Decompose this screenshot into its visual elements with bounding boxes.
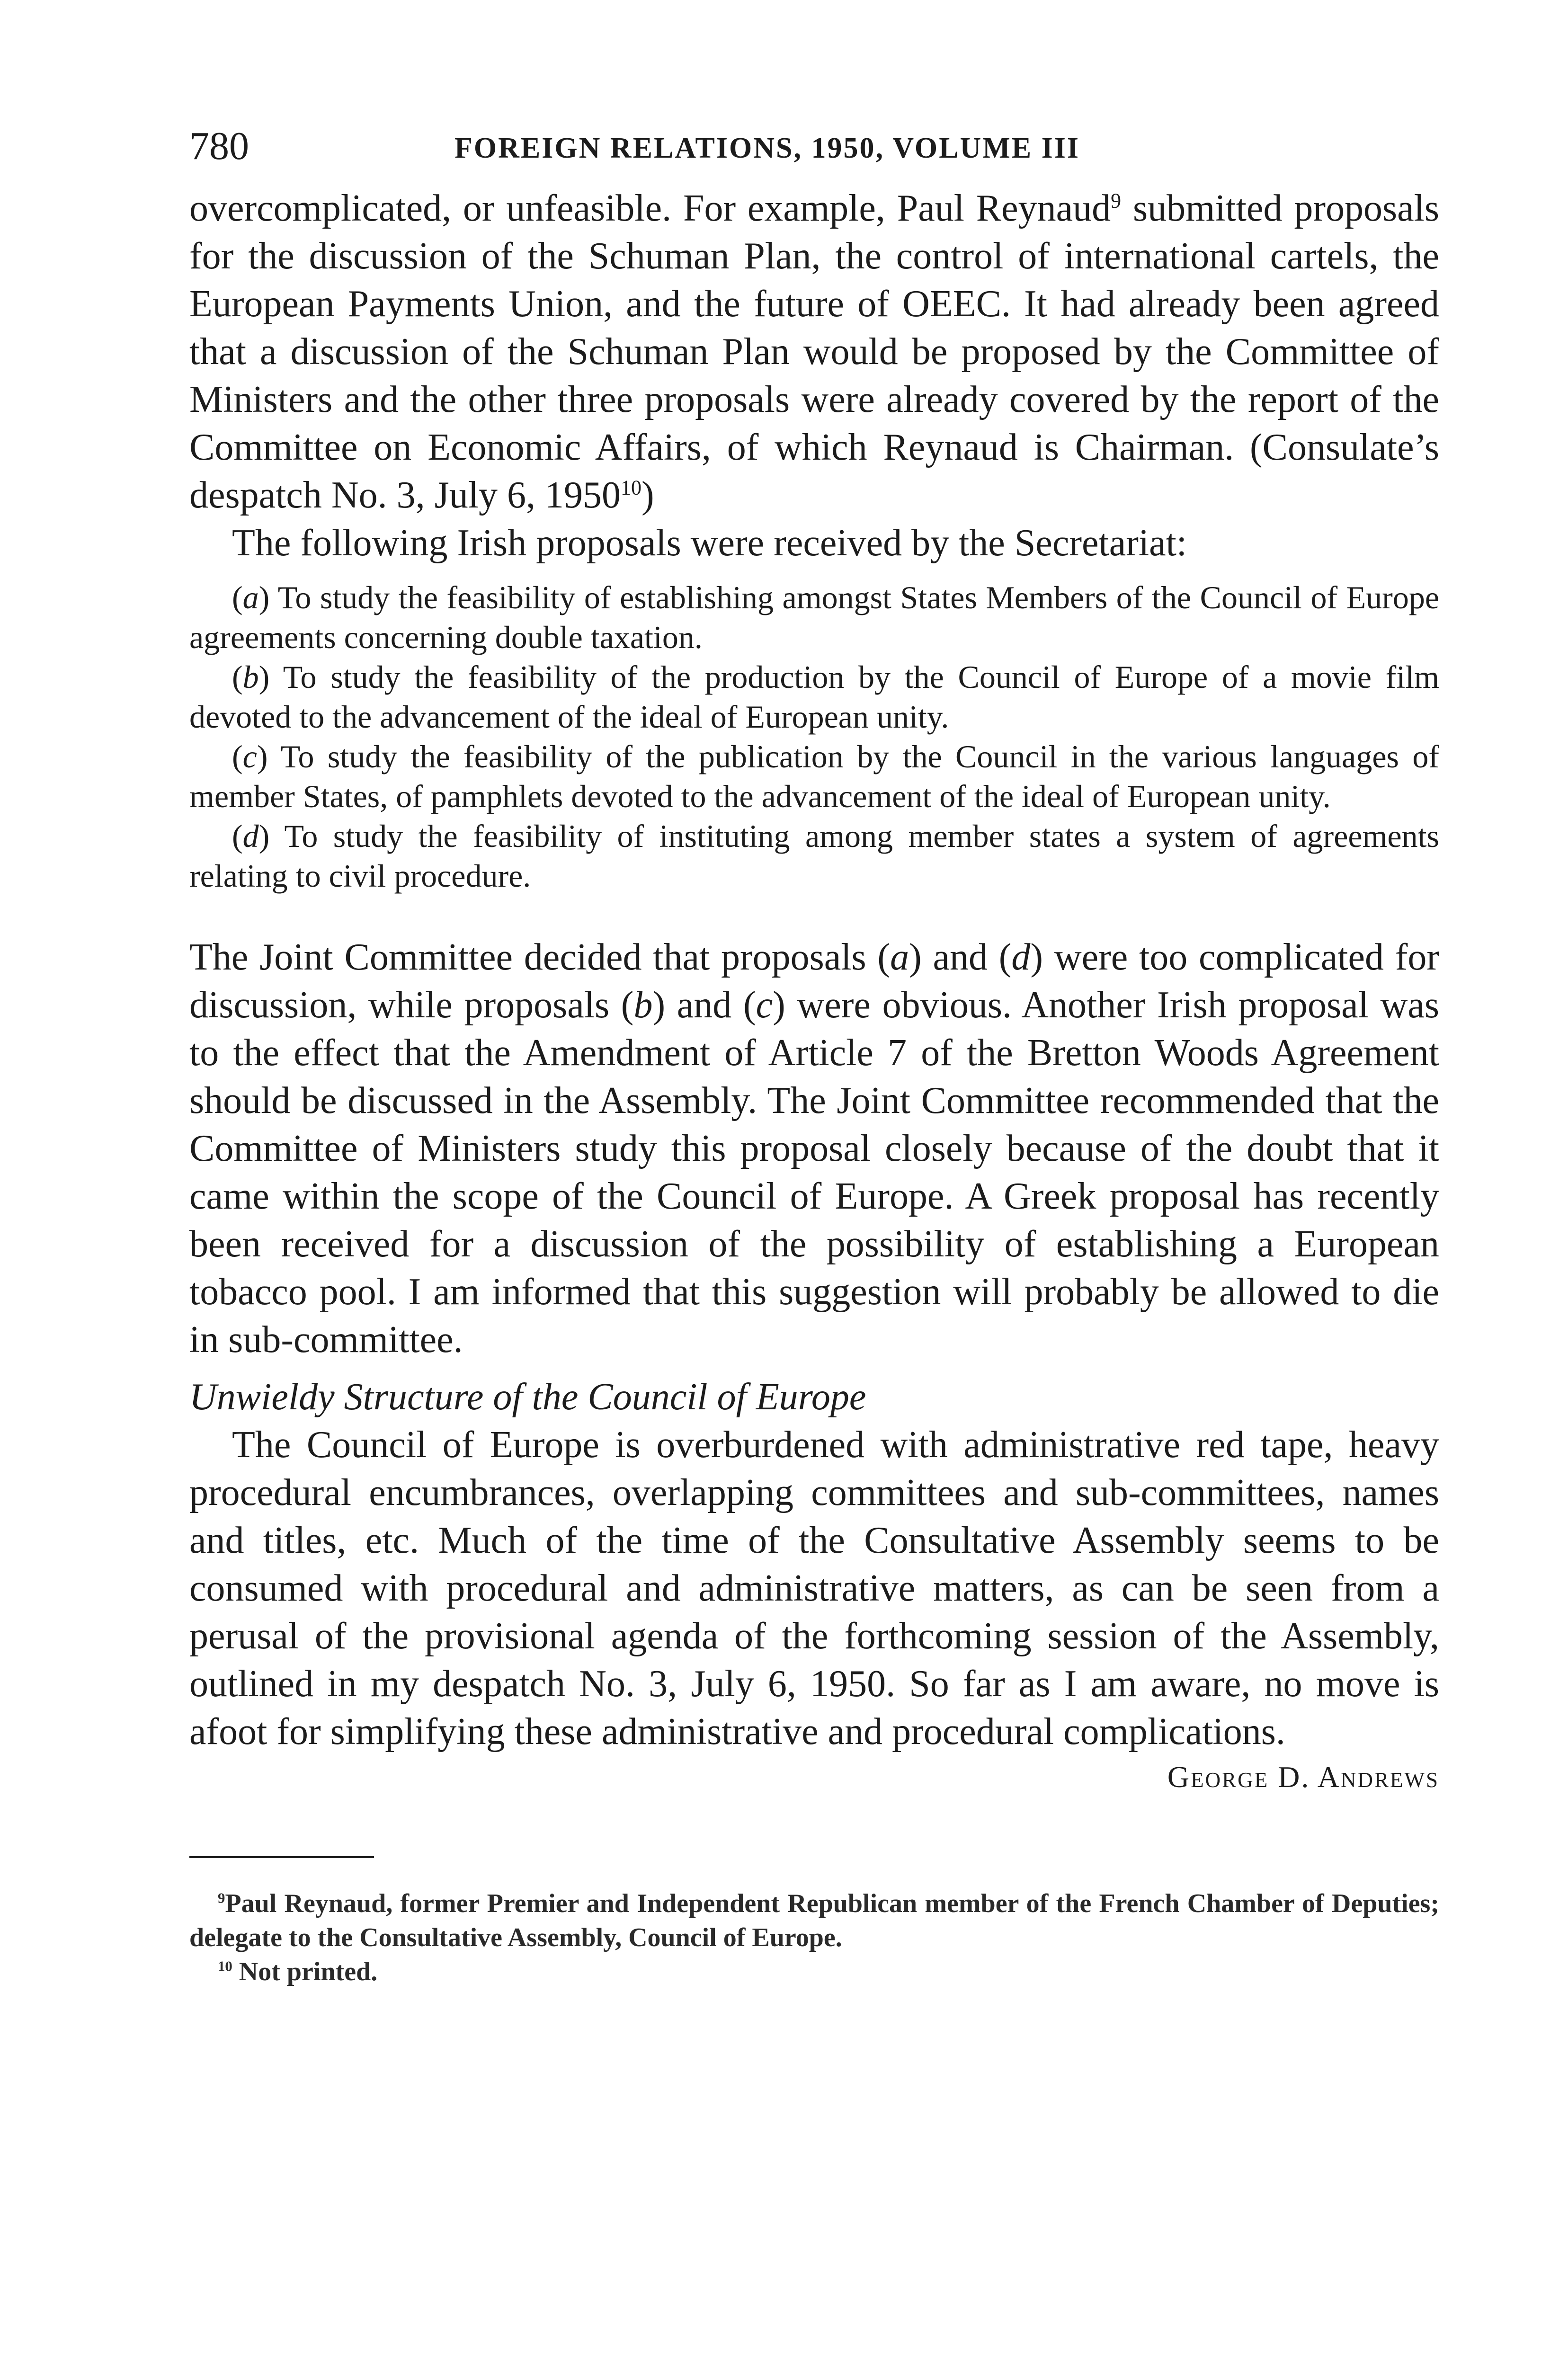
- proposal-list: [189, 578, 1439, 896]
- footnote-ref-9: 9: [1111, 189, 1122, 213]
- section-heading: Unwieldy Structure of the Council of Europe: [189, 1376, 866, 1418]
- page-header: [189, 114, 1439, 185]
- proposal-item: (d) To study the feasibility of instituting among member states a system of agreements relating to civil procedure.: [189, 818, 1439, 894]
- footnote-divider: [189, 1856, 374, 1858]
- footnotes: [189, 1886, 1439, 1989]
- signature: George D. Andrews: [1167, 1760, 1439, 1794]
- paragraph-4: The Council of Europe is overburdened with administrative red tape, heavy procedural encumbrances, overlapping committees and sub-committees, names and titles, etc. Much of the time of the Consultative Assembly seems to be consumed with procedural and administrative matters, as can be seen from a perusal of the provisional agenda of the forthcoming session of the Assembly, outlined in my despatch No. 3, July 6, 1950. So far as I am aware, no move is afoot for simplifying these administrative and procedural complications.: [189, 1424, 1439, 1753]
- paragraph-2: The following Irish proposals were received by the Secretariat:: [232, 522, 1187, 564]
- footnote: $^9$Paul Reynaud, former Premier and Independent Republican member of the French Chamber of Deputies; delegate to the Consultative Assembly, Council of Europe.: [189, 1889, 1439, 1952]
- paragraph-1: overcomplicated, or unfeasible. For example, Paul Reynaud$^9$ submitted proposals for the discussion of the Schuman Plan, the control of international cartels, the European Payments Union, and the future of OEEC. It had already been agreed that a discussion of the Schuman Plan would be proposed by the Committee of Ministers and the other three proposals were already covered by the report of the Committee on Economic Affairs, of which Reynaud is Chairman. (Consulate’s despatch No. 3, July 6, 1950$^{10}$): [189, 187, 1439, 516]
- proposal-item: (c) To study the feasibility of the publication by the Council in the various languages of member States, of pamphlets devoted to the advancement of the ideal of European unity.: [189, 739, 1439, 814]
- proposal-item: (b) To study the feasibility of the production by the Council of Europe of a movie film devoted to the advancement of the ideal of European unity.: [189, 659, 1439, 735]
- proposal-item: (a) To study the feasibility of establishing amongst States Members of the Council of Europe agreements concerning double taxation.: [189, 579, 1440, 655]
- footnote-marker: 9: [218, 1890, 225, 1906]
- footnote-ref-10: 10: [621, 476, 642, 499]
- footnote: $^{10}$ Not printed.: [218, 1957, 378, 1986]
- footnote-marker: 10: [218, 1958, 232, 1975]
- running-head: FOREIGN RELATIONS, 1950, VOLUME III: [454, 132, 1080, 164]
- paragraph-3: The Joint Committee decided that proposals (a) and (d) were too complicated for discussion, while proposals (b) and (c) were obvious. Another Irish proposal was to the effect that the Amendment of Article 7 of the Bretton Woods Agreement should be discussed in the Assembly. The Joint Committee recommended that the Committee of Ministers study this proposal closely because of the doubt that it came within the scope of the Council of Europe. A Greek proposal has recently been received for a discussion of the possibility of establishing a European tobacco pool. I am informed that this suggestion will probably be allowed to die in sub-committee.: [189, 936, 1440, 1361]
- page-number: 780: [189, 124, 249, 168]
- document-page: [189, 114, 1439, 1989]
